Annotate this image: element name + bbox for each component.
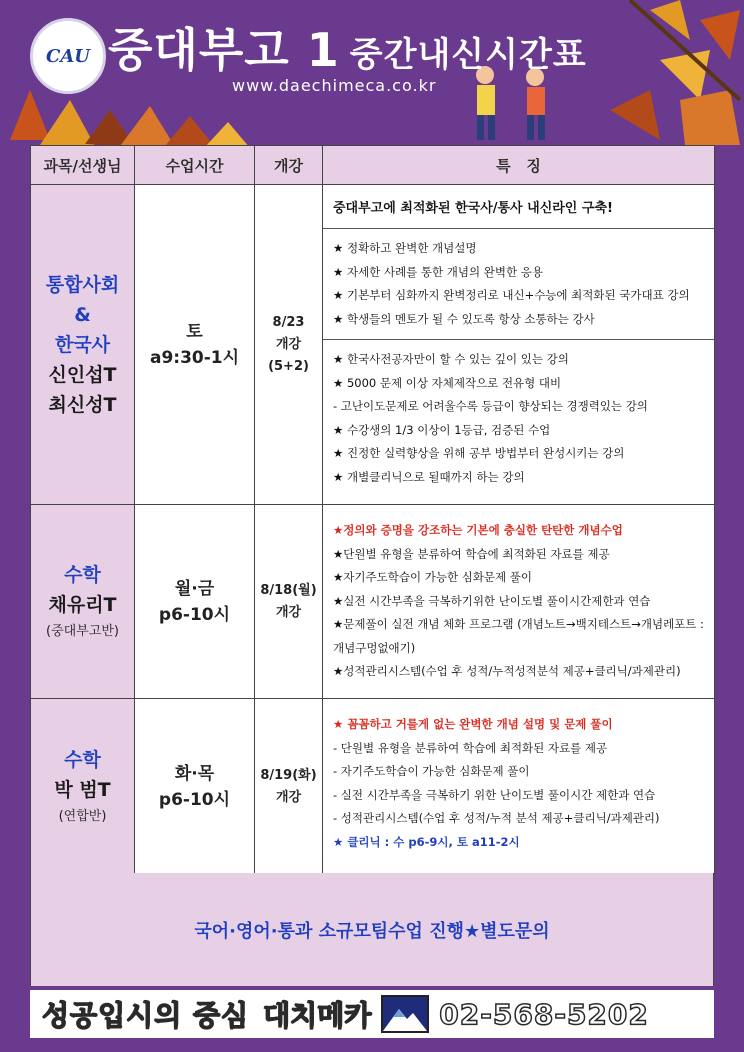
- open-date: 8/18(월): [260, 582, 317, 598]
- feature-line: - 고난이도문제로 어려울수록 등급이 향상되는 경쟁력있는 강의: [333, 399, 648, 413]
- open-label: 개강: [275, 336, 302, 352]
- teacher-name: 최신성T: [48, 393, 117, 416]
- feature-line: ★ 진정한 실력향상을 위해 공부 방법부터 완성시키는 강의: [333, 446, 625, 460]
- title-sub: 중간내신시간표: [349, 35, 587, 75]
- class-day: 토: [186, 321, 203, 342]
- mountain-logo-icon: [381, 995, 429, 1033]
- class-day: 화·목: [174, 763, 215, 784]
- table-header-row: [31, 146, 715, 185]
- feature-line: ★ 기본부터 심화까지 완벽정리로 내신+수능에 최적화된 국가대표 강의: [333, 288, 690, 302]
- teacher-name: 신인섭T: [48, 363, 117, 386]
- features-cell: [323, 505, 715, 699]
- open-cell: [255, 185, 323, 505]
- feature-highlight: ★정의와 증명을 강조하는 기본에 충실한 탄탄한 개념수업: [333, 523, 623, 537]
- open-label: 개강: [275, 604, 302, 620]
- notice-panel: [30, 873, 714, 986]
- class-type: (연합반): [58, 808, 107, 824]
- time-cell: [135, 505, 255, 699]
- logo-text: CAU: [46, 45, 90, 67]
- subject-name: 통합사회: [45, 273, 120, 296]
- features-cell: [323, 699, 715, 875]
- subject-cell: [31, 505, 135, 699]
- feature-line: ★ 정확하고 완벽한 개념설명: [333, 241, 477, 255]
- open-date: 8/19(화): [260, 767, 317, 783]
- feature-line: - 자기주도학습이 가능한 심화문제 풀이: [333, 764, 530, 778]
- subject-cell: [31, 185, 135, 505]
- class-hours: p6-10시: [158, 789, 231, 810]
- feature-line: - 단원별 유형을 분류하여 학습에 최적화된 자료를 제공: [333, 740, 608, 755]
- slogan: 성공입시의 중심: [42, 999, 250, 1032]
- table-row: [31, 505, 715, 699]
- feature-line: ★실전 시간부족을 극복하기위한 난이도별 풀이시간제한과 연습: [333, 593, 651, 608]
- school-logo: [30, 18, 106, 94]
- open-cell: [255, 505, 323, 699]
- autumn-leaves-right-icon: [590, 0, 744, 145]
- table-row: [31, 185, 715, 505]
- class-hours: a9:30-1시: [149, 347, 240, 368]
- feature-line: ★문제풀이 실전 개념 체화 프로그램 (개념노트→백지테스트→개념레포트 : 개념구멍없애기): [333, 617, 704, 655]
- feature-line: ★ 수강생의 1/3 이상이 1등급, 검증된 수업: [333, 422, 551, 437]
- teacher-name: 채유리T: [48, 593, 117, 616]
- feature-line: ★성적관리시스템(수업 후 성적/누적성적분석 제공+클리닉/과제관리): [333, 664, 681, 678]
- feature-line: ★ 5000 문제 이상 자체제작으로 전유형 대비: [333, 375, 562, 390]
- features-cell: [323, 185, 715, 505]
- feature-line: ★자기주도학습이 가능한 심화문제 풀이: [333, 570, 533, 584]
- feature-line: - 성적관리시스템(수업 후 성적/누적 분석 제공+클리닉/과제관리): [333, 811, 660, 825]
- features-headline: 중대부고에 최적화된 한국사/통사 내신라인 구축!: [323, 185, 714, 229]
- subject-cell: [31, 699, 135, 875]
- page-title: [108, 14, 587, 80]
- table-row: [31, 699, 715, 875]
- class-hours: p6-10시: [158, 604, 231, 625]
- feature-line: ★ 한국사전공자만이 할 수 있는 깊이 있는 강의: [333, 352, 569, 366]
- brand-name: 대치메카: [263, 999, 372, 1032]
- clinic-schedule: ★ 클리닉 : 수 p6-9시, 토 a11-2시: [333, 834, 520, 849]
- feature-line: ★ 개별클리닉으로 될때까지 하는 강의: [333, 469, 525, 484]
- class-day: 월·금: [174, 578, 215, 599]
- time-cell: [135, 699, 255, 875]
- footer-banner: [30, 990, 714, 1038]
- open-cell: [255, 699, 323, 875]
- feature-highlight: ★ 꼼꼼하고 거를게 없는 완벽한 개념 설명 및 문제 풀이: [333, 717, 613, 731]
- features-block: [323, 229, 714, 339]
- phone-number: 02-568-5202: [439, 997, 649, 1031]
- subject-name: 수학: [64, 748, 101, 771]
- open-label: 개강: [275, 789, 302, 805]
- subject-name: &: [74, 303, 91, 326]
- feature-line: ★ 학생들의 멘토가 될 수 있도록 항상 소통하는 강사: [333, 311, 595, 326]
- column-header-open: 개강: [255, 146, 323, 185]
- website-url: www.daechimeca.co.kr: [232, 76, 437, 95]
- schedule-table: [30, 145, 714, 873]
- subject-name: 수학: [64, 563, 101, 586]
- open-note: (5+2): [268, 358, 309, 374]
- feature-line: ★단원별 유형을 분류하여 학습에 최적화된 자료를 제공: [333, 546, 610, 561]
- features-block: [323, 339, 714, 497]
- time-cell: [135, 185, 255, 505]
- teacher-name: 박 범T: [54, 778, 111, 801]
- open-date: 8/23: [272, 314, 305, 330]
- autumn-leaves-left-icon: [0, 70, 250, 148]
- column-header-time: 수업시간: [135, 146, 255, 185]
- column-header-features: 특 징: [323, 146, 715, 185]
- title-main: 중대부고 1: [108, 23, 340, 77]
- features-block: [323, 505, 714, 692]
- header: [0, 0, 744, 145]
- feature-line: - 실전 시간부족을 극복하기 위한 난이도별 풀이시간 제한과 연습: [333, 787, 656, 802]
- column-header-subject: 과목/선생님: [31, 146, 135, 185]
- class-type: (중대부고반): [46, 623, 119, 639]
- features-block: [323, 699, 714, 862]
- feature-line: ★ 자세한 사례를 통한 개념의 완벽한 응용: [333, 264, 543, 279]
- notice-text: 국어·영어·통과 소규모팀수업 진행★별도문의: [194, 920, 550, 942]
- subject-name: 한국사: [54, 333, 111, 356]
